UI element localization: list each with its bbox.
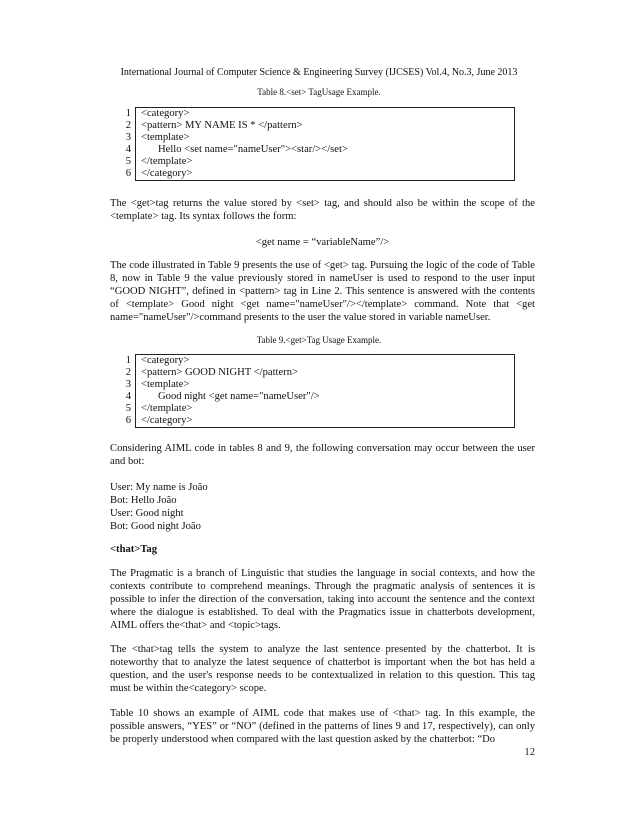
line-number: 5 <box>116 156 136 168</box>
conversation-line: User: My name is João <box>110 482 208 493</box>
page-number: 12 <box>524 747 535 758</box>
line-number: 2 <box>116 120 136 132</box>
code-line: <template> <box>136 379 515 391</box>
journal-header: International Journal of Computer Science & Engineering Survey (IJCSES) Vol.4, No.3, June 2013 <box>120 67 518 78</box>
paragraph-table9-explanation: The code illustrated in Table 9 presents the use of <get> tag. Pursuing the logic of the code of Table 8, now in Table 9 the value previously stored in nameUser is used to respond to the user input “GOOD NIGHT”, defined in <pattern> tag in Line 2. This sentence is answered with the contents of <template> Good night <get name="nameUser"/></template> command. Note that <get name="nameUser"/>command presents to the user the value stored in variable nameUser. <box>110 260 535 323</box>
line-number: 6 <box>116 168 136 181</box>
line-number: 2 <box>116 367 136 379</box>
conversation-line: Bot: Good night João <box>110 521 201 532</box>
conversation-line: User: Good night <box>110 508 184 519</box>
line-number: 1 <box>116 355 136 368</box>
table-row <box>116 403 515 415</box>
table-row <box>116 120 515 132</box>
table-row <box>116 144 515 156</box>
line-number: 3 <box>116 379 136 391</box>
table-9-caption: Table 9.<get>Tag Usage Example. <box>256 335 382 345</box>
paragraph-get-tag: The <get>tag returns the value stored by <set> tag, and should also be within the scope of the <template> tag. Its syntax follows the form: <box>110 198 535 222</box>
code-line: </category> <box>136 168 515 181</box>
paragraph-that-tag: The <that>tag tells the system to analyze the last sentence presented by the chatterbot. It is noteworthy that to analyze the latest sequence of chatterbot is important when the bot has held a question, and the user's response needs to be contextualized in relation to this question. This tag must be within the<category> scope. <box>110 644 535 694</box>
conversation-example <box>110 481 535 533</box>
table-row <box>116 132 515 144</box>
table-row <box>116 156 515 168</box>
code-line: </category> <box>136 415 515 428</box>
paragraph-conversation-intro: Considering AIML code in tables 8 and 9, the following conversation may occur between the user and bot: <box>110 443 535 467</box>
line-number: 4 <box>116 144 136 156</box>
get-syntax: <get name = “variableName”/> <box>255 237 390 248</box>
line-number: 4 <box>116 391 136 403</box>
code-line: <template> <box>136 132 515 144</box>
line-number: 3 <box>116 132 136 144</box>
code-line: <category> <box>136 108 515 121</box>
table-row <box>116 168 515 181</box>
code-line: </template> <box>136 156 515 168</box>
code-line: Hello <set name="nameUser"><star/></set> <box>136 144 515 156</box>
table-row <box>116 355 515 368</box>
table-row <box>116 108 515 121</box>
table-row <box>116 391 515 403</box>
table-row <box>116 379 515 391</box>
table-8 <box>116 107 515 181</box>
table-row <box>116 415 515 428</box>
line-number: 1 <box>116 108 136 121</box>
line-number: 5 <box>116 403 136 415</box>
table-9 <box>116 354 515 428</box>
code-line: </template> <box>136 403 515 415</box>
table-row <box>116 367 515 379</box>
conversation-line: Bot: Hello João <box>110 495 177 506</box>
table-8-caption: Table 8.<set> TagUsage Example. <box>257 87 381 97</box>
code-line: <pattern> GOOD NIGHT </pattern> <box>136 367 515 379</box>
paragraph-pragmatic: The Pragmatic is a branch of Linguistic that studies the language in social contexts, and how the contexts contribute to comprehend meanings. Through the pragmatic analysis of sentences it is possible to infer the direction of the conversation, taking into account the sentence and the context where the dialogue is established. To deal with the Pragmatics issue in chatterbots development, AIML offers the<that> and <topic>tags. <box>110 568 535 631</box>
paragraph-table10: Table 10 shows an example of AIML code that makes use of <that> tag. In this example, the possible answers, “YES” or “NO” (defined in the patterns of lines 9 and 17, respectively), can only be properly understood when compared with the last question asked by the chatterbot: “Do <box>110 708 535 745</box>
code-line: <pattern> MY NAME IS * </pattern> <box>136 120 515 132</box>
code-line: <category> <box>136 355 515 368</box>
line-number: 6 <box>116 415 136 428</box>
section-heading-that-tag: <that>Tag <box>110 544 158 555</box>
code-line: Good night <get name="nameUser"/> <box>136 391 515 403</box>
